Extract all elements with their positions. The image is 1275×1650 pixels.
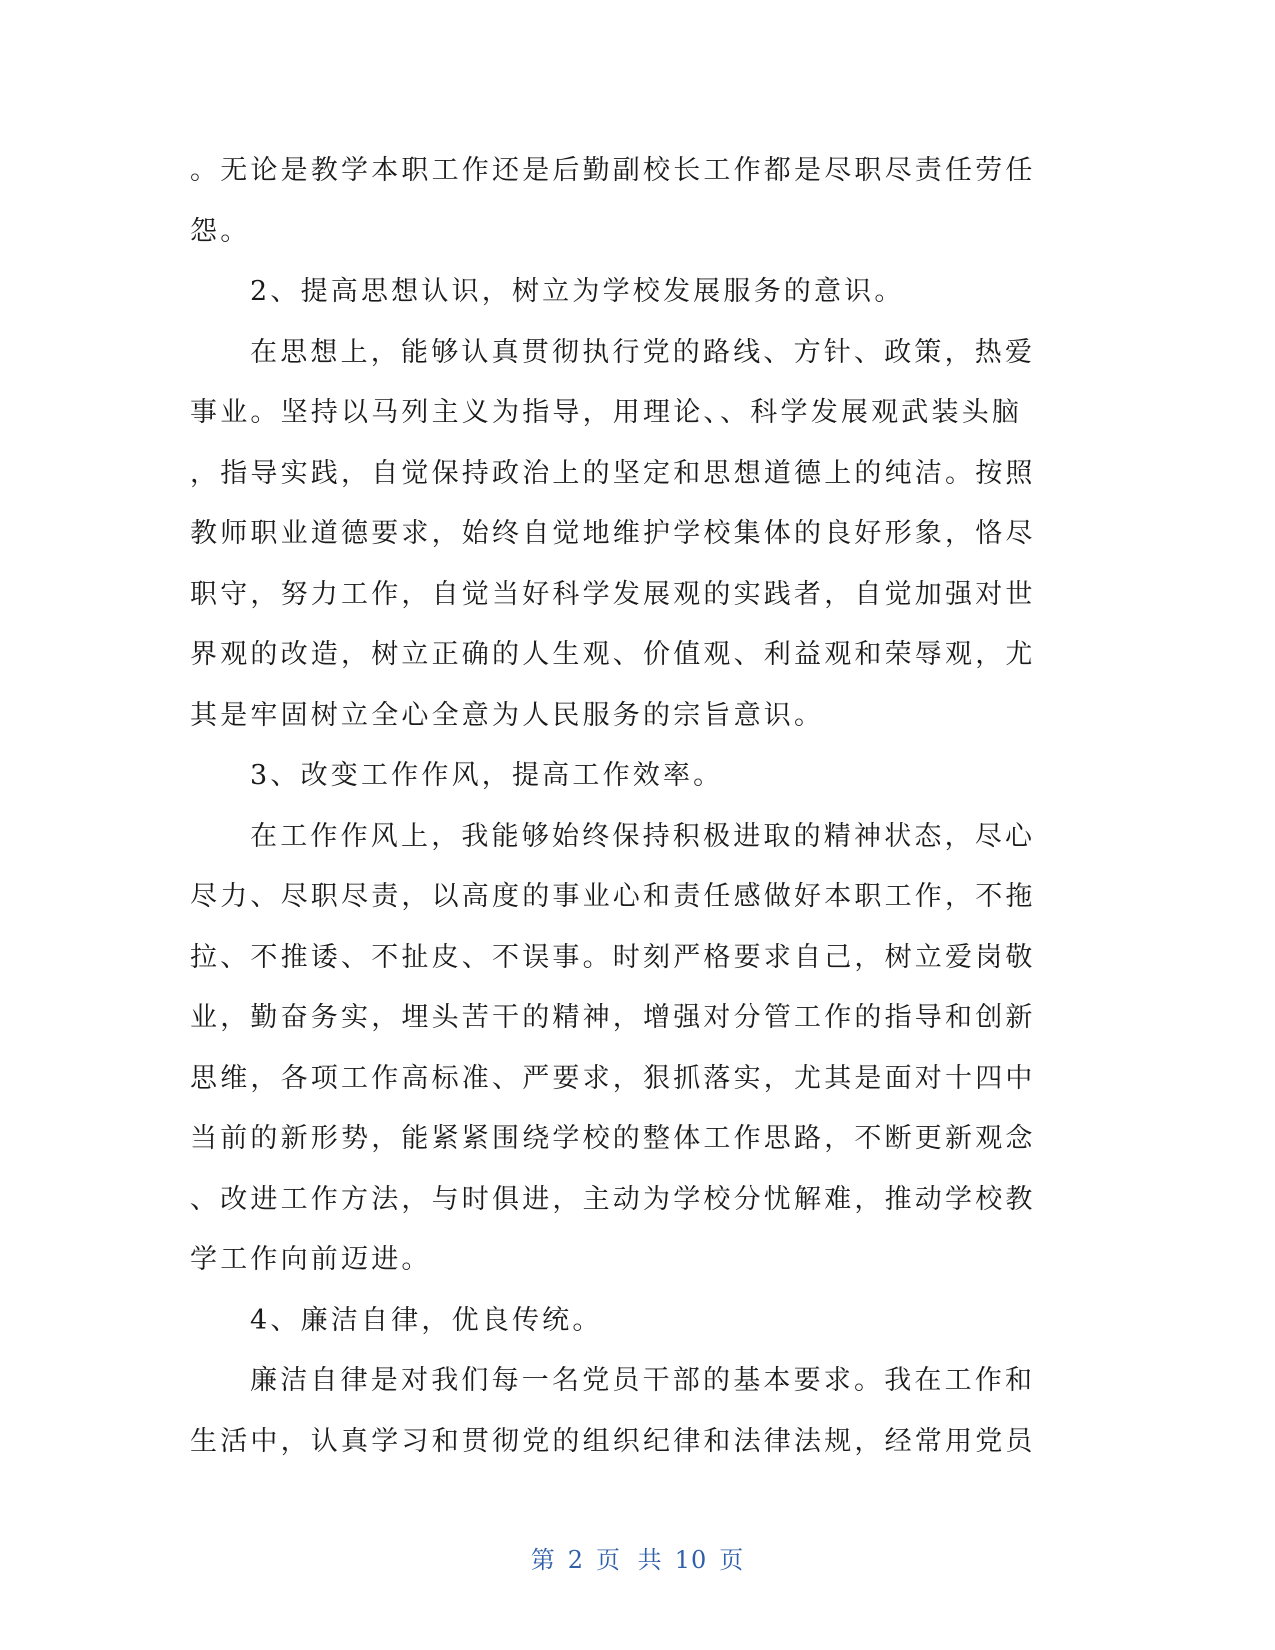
text-line: 界观的改造，树立正确的人生观、价值观、利益观和荣辱观，尤 [190,639,1036,670]
text-line: 思维，各项工作高标准、严要求，狠抓落实，尤其是面对十四中 [190,1062,1036,1094]
text-line: 2、提高思想认识，树立为学校发展服务的意识。 [250,276,905,307]
text-line: 在思想上，能够认真贯彻执行党的路线、方针、政策，热爱 [250,336,1036,368]
text-line: 。无论是教学本职工作还是后勤副校长工作都是尽职尽责任劳任 [190,155,1036,186]
text-line: 职守，努力工作，自觉当好科学发展观的实践者，自觉加强对世 [190,578,1036,610]
text-line: 学工作向前迈进。 [190,1244,432,1275]
text-line: 在工作作风上，我能够始终保持积极进取的精神状态，尽心 [250,820,1036,852]
text-line: 尽力、尽职尽责，以高度的事业心和责任感做好本职工作，不拖 [190,881,1036,912]
text-line: 业，勤奋务实，埋头苦干的精神，增强对分管工作的指导和创新 [190,1002,1036,1033]
text-line: 怨。 [190,215,251,247]
document-body [190,141,1064,1472]
text-line: 其是牢固树立全心全意为人民服务的宗旨意识。 [190,699,825,731]
current-page-number: 2 [567,1546,585,1574]
text-line: 3、改变工作作风，提高工作效率。 [250,760,724,791]
footer-prefix: 第 [530,1546,556,1574]
text-line: 当前的新形势，能紧紧围绕学校的整体工作思路，不断更新观念 [190,1123,1036,1154]
footer-middle: 页 共 [596,1546,663,1574]
text-line: 事业。坚持以马列主义为指导，用理论、、科学发展观武装头脑 [190,397,1023,428]
text-line: ，指导实践，自觉保持政治上的坚定和思想道德上的纯洁。按照 [190,457,1036,489]
text-line: 生活中，认真学习和贯彻党的组织纪律和法律法规，经常用党员 [190,1425,1036,1457]
total-pages-number: 10 [674,1546,708,1574]
text-line: 拉、不推诿、不扯皮、不误事。时刻严格要求自己，树立爱岗敬 [190,941,1036,973]
text-line: 、改进工作方法，与时俱进，主动为学校分忧解难，推动学校教 [190,1183,1036,1215]
text-line: 4、廉洁自律，优良传统。 [250,1304,603,1336]
text-line: 教师职业道德要求，始终自觉地维护学校集体的良好形象，恪尽 [190,518,1036,549]
text-line: 廉洁自律是对我们每一名党员干部的基本要求。我在工作和 [250,1365,1036,1396]
footer-suffix: 页 [719,1546,745,1574]
page-footer [0,1540,1275,1575]
